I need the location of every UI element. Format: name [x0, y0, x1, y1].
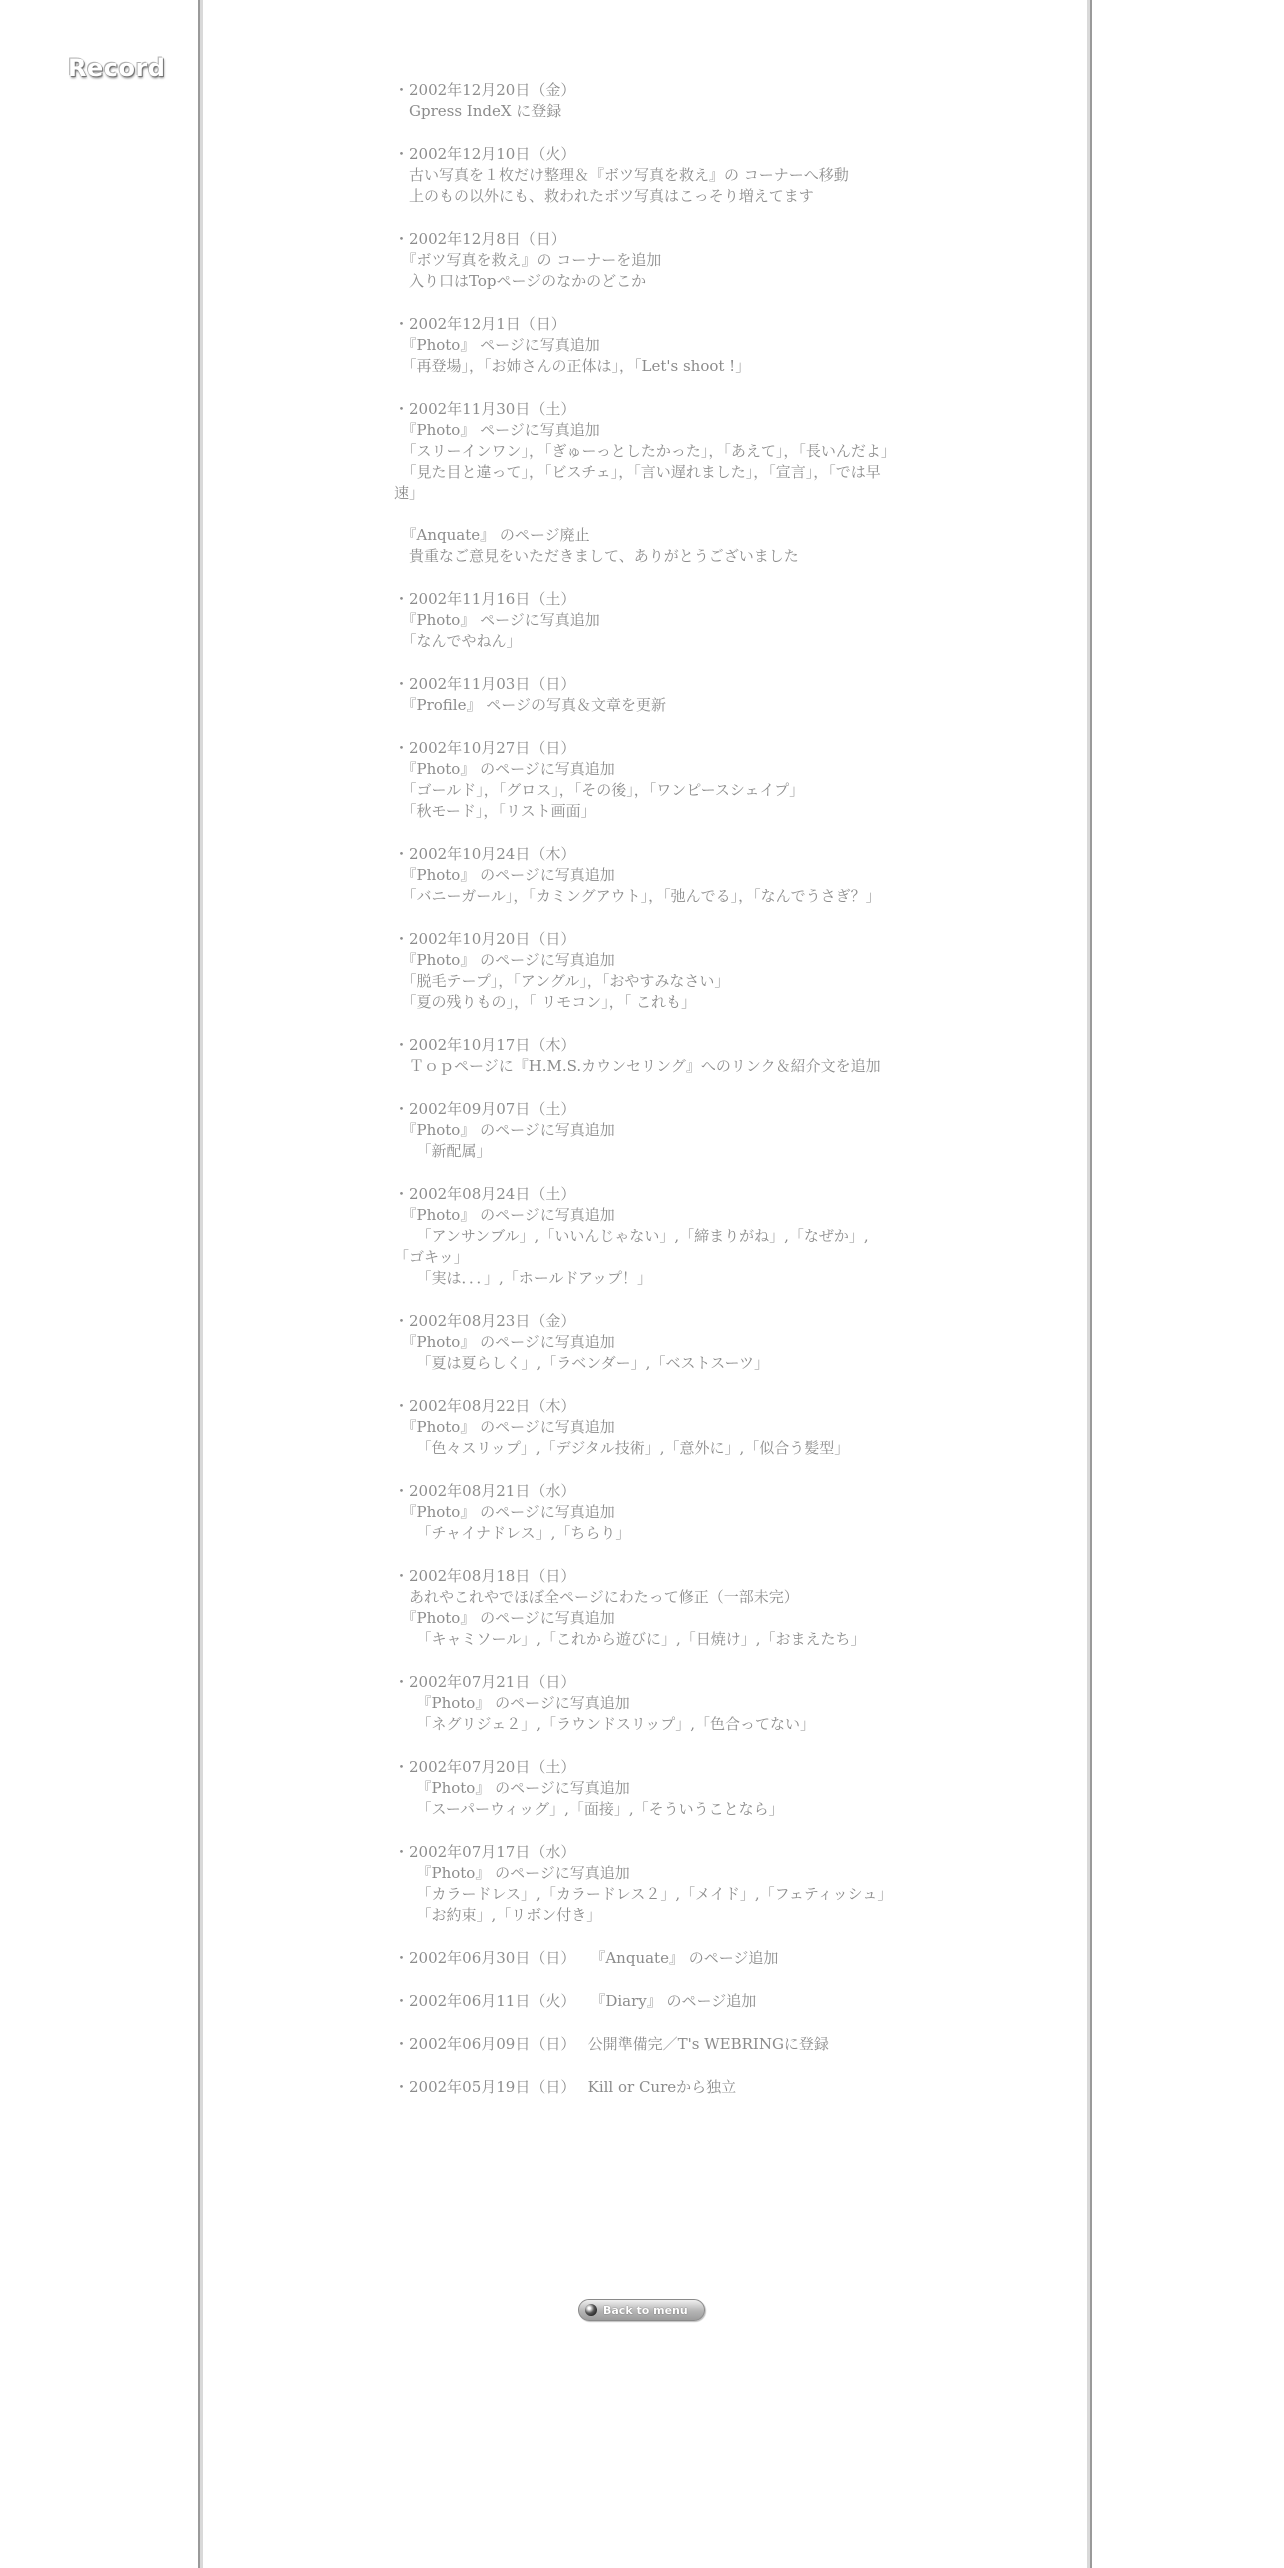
- log-entry: [394, 929, 894, 1013]
- entry-date: ・2002年08月21日（水）: [394, 1482, 576, 1500]
- entry-text: 「スーパーウィッグ」,「面接」,「そういうことなら」: [394, 1800, 784, 1818]
- back-to-menu-button[interactable]: [578, 2299, 705, 2321]
- entry-text: 『Anquate』 のページ廃止: [394, 526, 590, 544]
- entry-text: 「再登場」，「お姉さんの正体は」，「Let's shoot !」: [394, 357, 751, 375]
- entry-text: 『Photo』 ページに写真追加: [394, 611, 600, 629]
- entry-text: 「ゴールド」，「グロス」，「その後」，「ワンピースシェイプ」: [394, 781, 805, 799]
- entry-date: ・2002年08月22日（木）: [394, 1397, 576, 1415]
- entry-text: 『Profile』 ページの写真＆文章を更新: [394, 696, 666, 714]
- entry-text: 「色々スリップ」,「デジタル技術」,「意外に」,「似合う髪型」: [394, 1439, 850, 1457]
- entry-date: ・2002年08月23日（金）: [394, 1312, 576, 1330]
- entry-text: 「カラードレス」,「カラードレス２」,「メイド」,「フェティッシュ」: [394, 1885, 893, 1903]
- entry-text: [394, 504, 894, 525]
- entry-date: ・2002年08月18日（日）: [394, 1567, 576, 1585]
- right-border-line: [1090, 0, 1092, 2568]
- log-entry: [394, 1099, 894, 1162]
- entry-text: 『Photo』 ページに写真追加: [394, 336, 600, 354]
- entry-text: Ｔｏｐページに『H.M.S.カウンセリング』へのリンク＆紹介文を追加: [394, 1057, 881, 1075]
- log-entry: [394, 1991, 894, 2012]
- back-to-menu-label: Back to menu: [603, 2303, 688, 2317]
- entry-date: ・2002年12月10日（火）: [394, 145, 576, 163]
- entry-text: 「お約束」,「リボン付き」: [394, 1906, 602, 1924]
- entry-date: ・2002年07月20日（土）: [394, 1758, 576, 1776]
- entry-text: 「チャイナドレス」,「ちらり」: [394, 1524, 631, 1542]
- entry-date: ・2002年06月11日（火） 『Diary』 のページ追加: [394, 1992, 757, 2010]
- log-entry: [394, 674, 894, 716]
- entry-date: ・2002年05月19日（日） Kill or Cureから独立: [394, 2078, 737, 2096]
- entry-text: 『Photo』 のページに写真追加: [394, 1694, 630, 1712]
- entry-date: ・2002年12月1日（日）: [394, 315, 566, 333]
- log-entry: [394, 1481, 894, 1544]
- entry-text: 「キャミソール」,「これから遊びに」,「日焼け」,「おまえたち」: [394, 1630, 866, 1648]
- entry-text: 「夏の残りもの」，「 リモコン」，「 これも」: [394, 993, 697, 1011]
- entry-text: 『Photo』 のページに写真追加: [394, 866, 615, 884]
- entry-text: 「バニーガール」，「カミングアウト」，「弛んでる」，「なんでうさぎ？」: [394, 887, 881, 905]
- entry-text: 『Photo』 のページに写真追加: [394, 760, 615, 778]
- entry-text: 『Photo』 のページに写真追加: [394, 1418, 615, 1436]
- entry-text: Gpress IndeX に登録: [394, 102, 562, 120]
- entry-text: 『Photo』 のページに写真追加: [394, 1121, 615, 1139]
- entry-date: ・2002年07月17日（水）: [394, 1843, 576, 1861]
- entry-text: 「ネグリジェ２」,「ラウンドスリップ」,「色合ってない」: [394, 1715, 815, 1733]
- log-entry: [394, 1842, 894, 1926]
- entry-text: 「スリーインワン」，「ぎゅーっとしたかった」，「あえて」，「長いんだよ」: [394, 442, 896, 460]
- entry-date: ・2002年12月8日（日）: [394, 230, 566, 248]
- entry-date: ・2002年10月17日（木）: [394, 1036, 576, 1054]
- entry-date: ・2002年10月24日（木）: [394, 845, 576, 863]
- entry-text: 「なんでやねん」: [394, 632, 522, 650]
- entry-text: 「脱毛テープ」，「アングル」，「おやすみなさい」: [394, 972, 730, 990]
- entry-text: 入り口はTopページのなかのどこか: [394, 272, 647, 290]
- log-entry: [394, 1184, 894, 1289]
- log-entry: [394, 589, 894, 652]
- log-entry: [394, 844, 894, 907]
- entry-text: 「秋モード」，「リスト画面」: [394, 802, 596, 820]
- log-entry: [394, 1672, 894, 1735]
- entry-text: 『Photo』 ページに写真追加: [394, 421, 600, 439]
- entry-date: ・2002年11月30日（土）: [394, 400, 576, 418]
- entry-text: 「夏は夏らしく」,「ラベンダー」,「ベストスーツ」: [394, 1354, 769, 1372]
- entry-text: 貴重なご意見をいただきまして、ありがとうございました: [394, 547, 799, 565]
- log-entry: [394, 314, 894, 377]
- entry-date: ・2002年11月03日（日）: [394, 675, 576, 693]
- left-border-shadow: [200, 0, 203, 2568]
- entry-text: 「新配属」: [394, 1142, 492, 1160]
- bullet-icon: [585, 2304, 597, 2316]
- entry-text: 「アンサンブル」,「いいんじゃない」,「締まりがね」,「なぜか」,「ゴキッ」: [394, 1227, 869, 1266]
- entry-text: 「実は．．．」,「ホールドアップ！」: [394, 1269, 652, 1287]
- entry-date: ・2002年10月27日（日）: [394, 739, 576, 757]
- entry-text: 『Photo』 のページに写真追加: [394, 1503, 615, 1521]
- entry-text: 『Photo』 のページに写真追加: [394, 1333, 615, 1351]
- entry-date: ・2002年11月16日（土）: [394, 590, 576, 608]
- entry-text: 『Photo』 のページに写真追加: [394, 1864, 630, 1882]
- entry-text: 上のもの以外にも、救われたボツ写真はこっそり増えてます: [394, 187, 814, 205]
- entry-date: ・2002年06月30日（日） 『Anquate』 のページ追加: [394, 1949, 779, 1967]
- entry-text: 古い写真を１枚だけ整理＆『ボツ写真を救え』の コーナーへ移動: [394, 166, 849, 184]
- log-entry: [394, 738, 894, 822]
- entry-text: 『Photo』 のページに写真追加: [394, 951, 615, 969]
- entry-text: 「見た目と違って」，「ビスチェ」，「言い遅れました」，「宣言」，「では早速」: [394, 463, 881, 502]
- record-logo: Record: [68, 54, 166, 82]
- entry-text: 『ボツ写真を救え』の コーナーを追加: [394, 251, 662, 269]
- log-entry: [394, 1396, 894, 1459]
- entry-date: ・2002年07月21日（日）: [394, 1673, 576, 1691]
- log-entry: [394, 1035, 894, 1077]
- entry-date: ・2002年08月24日（土）: [394, 1185, 576, 1203]
- log-entry: [394, 2077, 894, 2098]
- entry-date: ・2002年12月20日（金）: [394, 81, 576, 99]
- entry-date: ・2002年06月09日（日） 公開準備完／T's WEBRINGに登録: [394, 2035, 829, 2053]
- log-entry: [394, 1311, 894, 1374]
- log-entry: [394, 229, 894, 292]
- entry-date: ・2002年10月20日（日）: [394, 930, 576, 948]
- entry-text: あれやこれやでほぼ全ページにわたって修正（一部未完）: [394, 1588, 799, 1606]
- entry-date: ・2002年09月07日（土）: [394, 1100, 576, 1118]
- log-entry: [394, 1757, 894, 1820]
- log-entry: [394, 80, 894, 122]
- entry-text: 『Photo』 のページに写真追加: [394, 1779, 630, 1797]
- log-entry: [394, 144, 894, 207]
- entry-text: 『Photo』 のページに写真追加: [394, 1206, 615, 1224]
- update-log: [394, 80, 894, 2120]
- log-entry: [394, 1566, 894, 1650]
- entry-text: 『Photo』 のページに写真追加: [394, 1609, 615, 1627]
- log-entry: [394, 1948, 894, 1969]
- log-entry: [394, 2034, 894, 2055]
- log-entry: [394, 399, 894, 567]
